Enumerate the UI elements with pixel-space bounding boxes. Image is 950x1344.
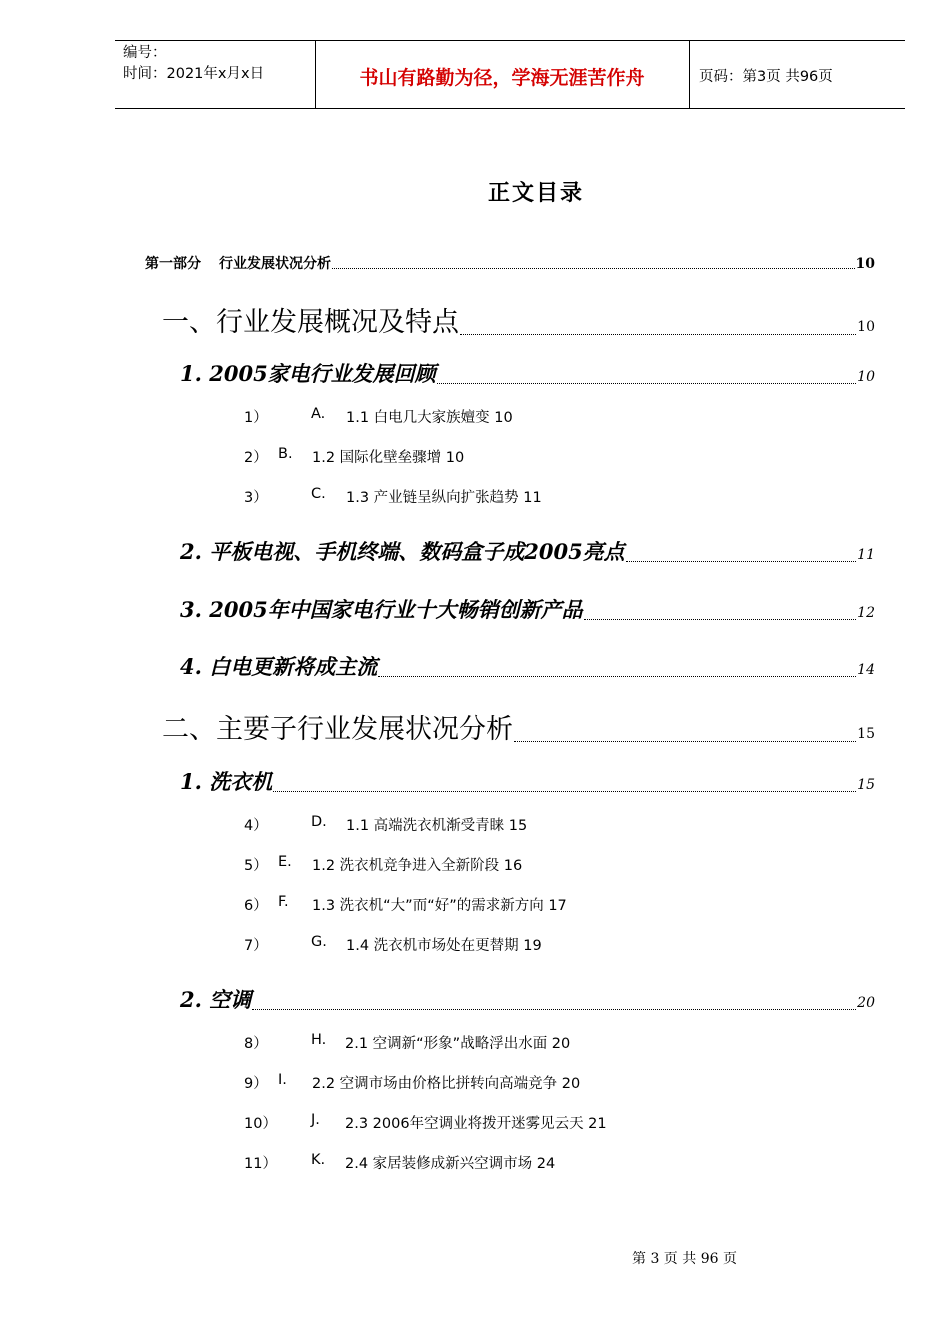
- header-divider: [689, 41, 690, 108]
- sub-marker: 1）: [244, 410, 268, 426]
- sub-letter: I.: [278, 1072, 287, 1088]
- dot-leader: [584, 619, 856, 620]
- toc-page-number: 20: [857, 995, 875, 1011]
- sub-letter: B.: [278, 446, 293, 462]
- sub-marker: 2）: [244, 450, 268, 466]
- sub-letter: J.: [311, 1112, 320, 1128]
- sub-text: 1.4 洗衣机市场处在更替期 19: [346, 938, 542, 954]
- toc-chapter-text: 二、主要子行业发展状况分析: [162, 714, 513, 745]
- page-footer: 第 3 页 共 96 页: [632, 1251, 737, 1267]
- sub-letter: F.: [278, 894, 289, 910]
- toc-chapter[interactable]: [162, 707, 875, 746]
- toc-section-text: 2. 平板电视、手机终端、数码盒子成2005亮点: [180, 539, 625, 564]
- sub-text: 2.4 家居装修成新兴空调市场 24: [345, 1156, 556, 1172]
- sub-text: 1.2 国际化壁垒骤增 10: [312, 450, 465, 466]
- sub-letter: A.: [311, 406, 326, 422]
- toc-page-number: 14: [857, 662, 875, 678]
- number-label: 编号：: [123, 45, 167, 61]
- sub-text: 2.3 2006年空调业将拨开迷雾见云天 21: [345, 1116, 607, 1132]
- time-label: 时间：2021年x月x日: [123, 66, 265, 82]
- sub-text: 1.2 洗衣机竞争进入全新阶段 16: [312, 858, 523, 874]
- toc-section-text: 1. 洗衣机: [180, 769, 273, 794]
- toc-section[interactable]: [180, 766, 875, 796]
- dot-leader: [378, 676, 856, 677]
- sub-text: 1.1 高端洗衣机渐受青睐 15: [346, 818, 528, 834]
- sub-letter: C.: [311, 486, 326, 502]
- sub-letter: D.: [311, 814, 327, 830]
- sub-marker: 11）: [244, 1156, 277, 1172]
- toc-section-text: 4. 白电更新将成主流: [180, 654, 378, 679]
- toc-page-number: 15: [857, 777, 875, 793]
- sub-letter: E.: [278, 854, 292, 870]
- header-page-info: 页码：第3页 共96页: [699, 69, 833, 85]
- sub-text: 2.1 空调新“形象”战略浮出水面 20: [345, 1036, 571, 1052]
- dot-leader: [437, 383, 856, 384]
- toc-page-number: 12: [857, 605, 875, 621]
- toc-part-text: 行业发展状况分析: [219, 256, 331, 272]
- sub-marker: 5）: [244, 858, 268, 874]
- sub-letter: K.: [311, 1152, 326, 1168]
- sub-marker: 6）: [244, 898, 268, 914]
- sub-text: 1.3 洗衣机“大”而“好”的需求新方向 17: [312, 898, 567, 914]
- toc-page-number: 10: [857, 369, 875, 385]
- toc-section[interactable]: [180, 651, 875, 681]
- dot-leader: [514, 741, 856, 742]
- sub-marker: 9）: [244, 1076, 268, 1092]
- toc-section-text: 2. 空调: [180, 987, 252, 1012]
- toc-section-text: 1. 2005家电行业发展回顾: [180, 361, 436, 386]
- page-title: 正文目录: [487, 180, 584, 206]
- header-meta: [123, 43, 264, 85]
- toc-part-label: 第一部分: [145, 256, 201, 272]
- toc-page-number: 15: [857, 726, 875, 742]
- sub-marker: 10）: [244, 1116, 277, 1132]
- toc-section[interactable]: [180, 358, 875, 388]
- sub-text: 1.1 白电几大家族嬗变 10: [346, 410, 513, 426]
- toc-section[interactable]: [180, 984, 875, 1014]
- sub-marker: 3）: [244, 490, 268, 506]
- dot-leader: [273, 791, 856, 792]
- dot-leader: [626, 561, 856, 562]
- sub-text: 2.2 空调市场由价格比拼转向高端竞争 20: [312, 1076, 581, 1092]
- toc-part[interactable]: [145, 253, 875, 273]
- dot-leader: [252, 1009, 856, 1010]
- toc-chapter-text: 一、行业发展概况及特点: [162, 307, 459, 338]
- sub-marker: 4）: [244, 818, 268, 834]
- toc-section[interactable]: [180, 594, 875, 624]
- toc-section[interactable]: [180, 536, 875, 566]
- toc-page-number: 10: [857, 319, 875, 335]
- toc-section-text: 3. 2005年中国家电行业十大畅销创新产品: [180, 597, 583, 622]
- sub-text: 1.3 产业链呈纵向扩张趋势 11: [346, 490, 542, 506]
- dot-leader: [332, 268, 855, 269]
- sub-letter: G.: [311, 934, 327, 950]
- sub-letter: H.: [311, 1032, 327, 1048]
- sub-marker: 8）: [244, 1036, 268, 1052]
- dot-leader: [460, 334, 856, 335]
- toc-page-number: 11: [857, 547, 875, 563]
- toc-chapter[interactable]: [162, 300, 875, 339]
- page-header: [115, 40, 905, 109]
- header-motto: 书山有路勤为径，学海无涯苦作舟: [359, 67, 645, 89]
- sub-marker: 7）: [244, 938, 268, 954]
- toc-page-number: 10: [855, 256, 875, 272]
